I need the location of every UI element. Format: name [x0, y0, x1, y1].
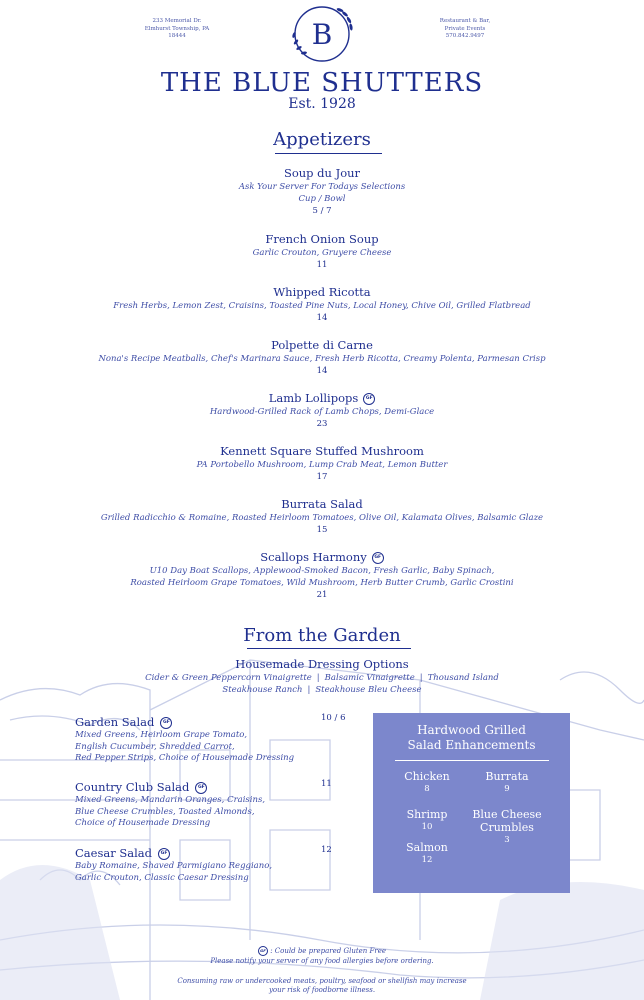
salad-description: English Cucumber, Shredded Carrot,: [75, 741, 235, 752]
address-right: [390, 18, 540, 41]
salad-description: Choice of Housemade Dressing: [75, 818, 211, 828]
salad-description: Baby Romaine, Shaved Parmigiano Reggiano,: [75, 861, 273, 871]
item-name: Soup du Jour: [283, 166, 361, 180]
item-description: Grilled Radicchio & Romaine, Roasted Heirloom Tomatoes, Olive Oil, Kalamata Olives, Balsamic Glaze: [100, 513, 544, 523]
menu-item-burrata-salad: [0, 493, 644, 536]
item-description: Garlic Crouton, Gruyere Cheese: [252, 248, 392, 258]
item-name: Whipped Ricotta: [273, 285, 371, 299]
dressing-option: Balsamic Vinaigrette: [324, 673, 415, 683]
gluten-free-icon: GF: [195, 782, 207, 794]
dressing-list: Cider & Green Peppercorn Vinaigrette | Balsamic Vinaigrette | Thousand Island: [145, 673, 499, 683]
menu-item-scallops-harmony: [0, 546, 644, 601]
item-description: U10 Day Boat Scallops, Applewood-Smoked Bacon, Fresh Garlic, Baby Spinach,: [149, 566, 495, 576]
salad-name: Garden Salad: [75, 715, 155, 729]
item-name: Scallops Harmony: [260, 550, 367, 564]
salad-price: 11: [321, 779, 332, 789]
address-left: [102, 18, 252, 41]
item-price: 14: [316, 313, 328, 323]
phone-number: 570.842.9497: [445, 33, 485, 39]
item-name-row: [260, 550, 384, 565]
salad-price: 10 / 6: [321, 713, 346, 723]
enhancement-price: 9: [504, 784, 510, 794]
item-description: Fresh Herbs, Lemon Zest, Craisins, Toasted Pine Nuts, Local Honey, Chive Oil, Grilled Flatbread: [113, 301, 531, 311]
salad-garden: [75, 711, 345, 765]
item-price: 11: [316, 260, 328, 270]
item-name-row: [269, 391, 376, 406]
enhancements-divider: [395, 760, 549, 761]
address-line: 18444: [168, 33, 186, 39]
address-line: Elmhurst Township, PA: [144, 25, 210, 32]
gluten-free-note: : Could be prepared Gluten Free: [270, 947, 387, 955]
item-price: 15: [316, 525, 328, 535]
established-year: Est. 1928: [288, 96, 356, 112]
enhancement-burrata: [462, 770, 552, 795]
menu-item-stuffed-mushroom: [0, 440, 644, 483]
appetizers-heading: Appetizers: [273, 129, 371, 150]
garden-heading: From the Garden: [243, 625, 401, 646]
item-price: 21: [316, 590, 328, 600]
item-name: Burrata Salad: [281, 497, 363, 511]
item-price: 14: [316, 366, 328, 376]
item-name: Kennett Square Stuffed Mushroom: [220, 444, 424, 458]
address-line: 233 Memorial Dr.: [152, 18, 202, 24]
enhancement-chicken: [382, 770, 472, 795]
salad-description: Mixed Greens, Mandarin Oranges, Craisins,: [75, 795, 266, 805]
menu-item-whipped-ricotta: [0, 281, 644, 324]
salad-description: Garlic Crouton, Classic Caesar Dressing: [75, 872, 249, 883]
salad-caesar: [75, 842, 345, 884]
consumption-warning: your risk of foodborne illness.: [268, 986, 376, 994]
enhancement-price: 3: [504, 835, 510, 845]
enhancements-heading: [373, 723, 570, 753]
item-description: Roasted Heirloom Grape Tomatoes, Wild Mushroom, Herb Butter Crumb, Garlic Crostini: [130, 578, 514, 588]
gluten-free-icon: GF: [158, 848, 170, 860]
dressing-heading: Housemade Dressing Options: [235, 657, 409, 671]
item-name: Lamb Lollipops: [268, 391, 359, 405]
section-divider: [275, 153, 382, 154]
item-price: 17: [316, 472, 328, 482]
item-price: 5 / 7: [312, 206, 332, 216]
dressing-option: Cider & Green Peppercorn Vinaigrette: [145, 673, 312, 683]
gluten-free-icon: GF: [363, 393, 375, 405]
section-divider: [247, 648, 411, 649]
laurel-left-icon: [292, 32, 308, 55]
menu-item-polpette-di-carne: [0, 334, 644, 377]
menu-item-french-onion-soup: [0, 228, 644, 271]
salad-description: Blue Cheese Crumbles, Toasted Almonds,: [75, 806, 255, 817]
enhancement-price: 10: [421, 822, 433, 832]
item-description: PA Portobello Mushroom, Lump Crab Meat, Lemon Butter: [196, 460, 448, 470]
monogram-logo: [286, 2, 358, 70]
heading-line: Hardwood Grilled: [417, 723, 526, 737]
dressing-option: Steakhouse Ranch: [222, 685, 303, 695]
salad-country-club: [75, 776, 345, 830]
enhancement-price: 12: [421, 855, 433, 865]
salad-price: 12: [321, 845, 332, 855]
salad-name: Caesar Salad: [75, 846, 153, 860]
gluten-free-icon: GF: [160, 717, 172, 729]
info-line: Private Events: [444, 25, 486, 32]
item-description: Ask Your Server For Todays Selections: [238, 182, 406, 192]
enhancement-shrimp: [382, 808, 472, 833]
dressing-list: Steakhouse Ranch | Steakhouse Bleu Cheese: [222, 685, 422, 695]
enhancement-name: Blue Cheese Crumbles: [472, 808, 542, 834]
gluten-free-icon: GF: [372, 552, 384, 564]
enhancement-salmon: [382, 841, 472, 866]
enhancement-name: Shrimp: [406, 808, 448, 821]
salad-description: Red Pepper Strips, Choice of Housemade Dressing: [75, 753, 295, 763]
heading-line: Salad Enhancements: [407, 738, 536, 752]
salad-description: Mixed Greens, Heirloom Grape Tomato,: [75, 730, 248, 740]
enhancement-name: Burrata: [485, 770, 529, 783]
dressing-option: Thousand Island: [427, 673, 499, 683]
allergy-note: Please notify your server of any food allergies before ordering.: [210, 957, 434, 965]
restaurant-name: THE BLUE SHUTTERS: [160, 68, 484, 98]
salad-enhancements-box: [373, 713, 570, 893]
enhancement-price: 8: [424, 784, 430, 794]
item-name: French Onion Soup: [265, 232, 379, 246]
monogram-letter: B: [311, 18, 333, 51]
salad-name-row: [75, 715, 172, 730]
item-name: Polpette di Carne: [271, 338, 373, 352]
salad-name-row: [75, 780, 207, 795]
gluten-free-legend: [0, 946, 644, 956]
enhancement-name: Chicken: [404, 770, 450, 783]
item-description: Hardwood-Grilled Rack of Lamb Chops, Demi-Glace: [209, 407, 435, 417]
consumption-warning: Consuming raw or undercooked meats, poultry, seafood or shellfish may increase: [177, 977, 467, 985]
dressing-option: Steakhouse Bleu Cheese: [315, 685, 422, 695]
salad-name-row: [75, 846, 170, 861]
menu-item-lamb-lollipops: [0, 387, 644, 430]
item-price: 23: [316, 419, 328, 429]
dressing-options: [0, 657, 644, 696]
enhancement-name: Salmon: [406, 841, 448, 854]
item-description: Cup / Bowl: [298, 194, 346, 204]
info-line: Restaurant & Bar,: [439, 18, 491, 24]
gluten-free-icon: GF: [258, 946, 268, 956]
enhancement-blue-cheese-crumbles: [467, 808, 547, 846]
salad-name: Country Club Salad: [75, 780, 190, 794]
item-description: Nona's Recipe Meatballs, Chef's Marinara Sauce, Fresh Herb Ricotta, Creamy Polenta, Parmesan Crisp: [98, 354, 546, 364]
menu-item-soup-du-jour: [0, 162, 644, 217]
